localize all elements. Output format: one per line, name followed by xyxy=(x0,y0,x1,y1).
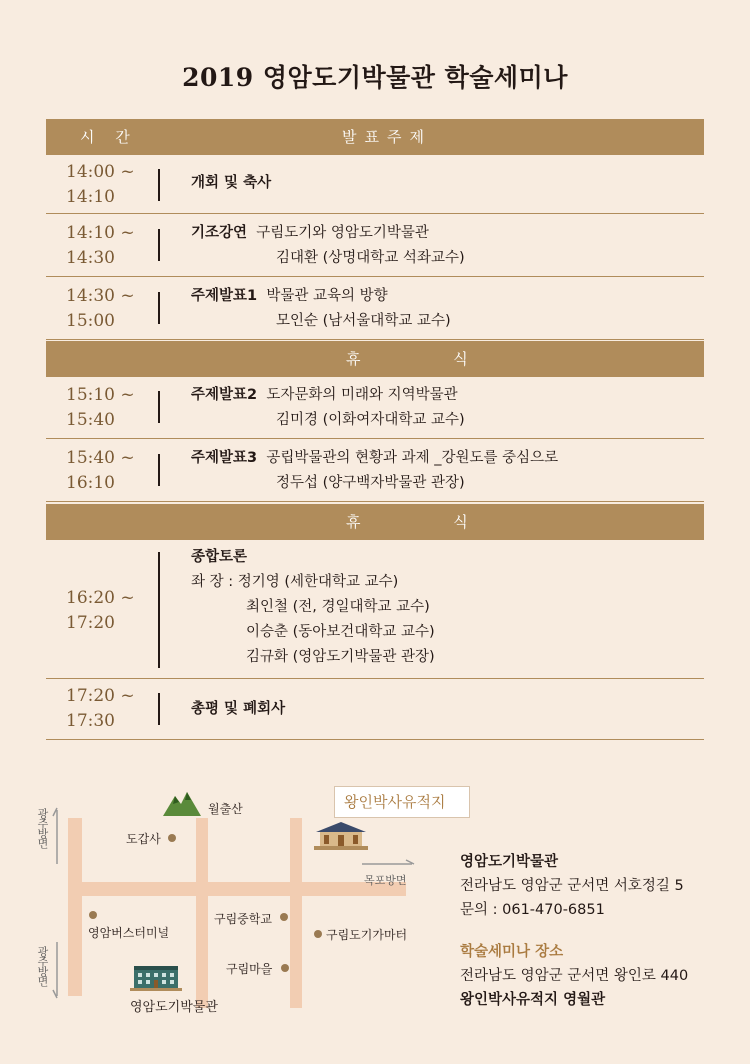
direction-label: 목포방면 xyxy=(364,874,407,887)
museum-phone: 문의 : 061-470-6851 xyxy=(460,902,605,918)
time-start: 15:40 ~ xyxy=(66,448,135,468)
schedule-header xyxy=(46,119,704,155)
break-bar xyxy=(46,341,704,377)
time-start: 14:10 ~ xyxy=(66,223,135,243)
venue-info xyxy=(460,940,688,1012)
divider xyxy=(158,552,160,668)
landmark-label: 영암도기박물관 xyxy=(130,1000,218,1015)
schedule-row xyxy=(46,540,704,679)
schedule-row xyxy=(46,377,704,439)
divider xyxy=(158,454,160,486)
header-time: 시 간 xyxy=(80,128,138,146)
building-icon xyxy=(312,820,370,852)
location-map xyxy=(0,760,750,1064)
session-type: 주제발표1 xyxy=(191,288,258,304)
divider xyxy=(158,391,160,423)
venue-tag-label: 왕인박사유적지 xyxy=(344,793,446,811)
session-type: 주제발표3 xyxy=(191,450,258,466)
time-end: 14:30 xyxy=(66,248,115,268)
time-start: 14:00 ~ xyxy=(66,162,135,182)
time-end: 14:10 xyxy=(66,187,115,207)
venue-address: 전라남도 영암군 군서면 왕인로 440 xyxy=(460,968,689,984)
session-topic: 구림도기와 영암도기박물관 xyxy=(256,225,429,241)
museum-info xyxy=(460,850,684,922)
page-title: 2019 영암도기박물관 학술세미나 xyxy=(182,63,568,92)
panelist: 김규화 (영암도기박물관 관장) xyxy=(246,649,435,665)
museum-building-icon xyxy=(130,962,182,992)
schedule-row xyxy=(46,277,704,340)
museum-name: 영암도기박물관 xyxy=(460,854,559,870)
schedule-row xyxy=(46,679,704,740)
session-topic: 공립박물관의 현황과 과제 _강원도를 중심으로 xyxy=(266,450,559,466)
location-dot xyxy=(168,834,176,842)
road xyxy=(68,818,82,996)
schedule-row xyxy=(46,439,704,502)
time-start: 17:20 ~ xyxy=(66,686,135,706)
location-dot xyxy=(281,964,289,972)
session-type: 종합토론 xyxy=(191,549,248,565)
time-start: 15:10 ~ xyxy=(66,385,135,405)
break-label: 휴 식 xyxy=(346,513,512,531)
time-end: 17:30 xyxy=(66,711,115,731)
road xyxy=(68,882,406,896)
road xyxy=(290,818,302,1008)
landmark-label: 영암버스터미널 xyxy=(88,926,170,940)
speaker: 정두섭 (양구백자박물관 관장) xyxy=(276,475,465,491)
schedule-row xyxy=(46,214,704,277)
time-start: 16:20 ~ xyxy=(66,588,135,608)
road xyxy=(196,818,208,1008)
time-end: 17:20 xyxy=(66,613,115,633)
speaker: 김대환 (상명대학교 석좌교수) xyxy=(276,250,465,266)
location-dot xyxy=(280,913,288,921)
schedule-row xyxy=(46,155,704,214)
speaker: 김미경 (이화여자대학교 교수) xyxy=(276,412,465,428)
panelist: 최인철 (전, 경일대학교 교수) xyxy=(246,599,430,615)
landmark-label: 구림중학교 xyxy=(214,912,272,926)
time-end: 15:40 xyxy=(66,410,115,430)
venue-name: 왕인박사유적지 영월관 xyxy=(460,992,606,1008)
arrow-right-icon xyxy=(360,858,416,870)
session-type: 기조강연 xyxy=(191,225,248,241)
direction-label: 광주방면 xyxy=(36,808,49,848)
direction-label: 광주방면 xyxy=(36,946,49,986)
landmark-label: 구림도기가마터 xyxy=(326,928,408,942)
session-title: 개회 및 축사 xyxy=(191,175,272,191)
museum-address: 전라남도 영암군 군서면 서호정길 5 xyxy=(460,878,684,894)
moderator: 좌 장 : 정기영 (세한대학교 교수) xyxy=(191,574,399,590)
arrow-down-icon xyxy=(51,940,63,1000)
mountain-icon xyxy=(163,792,201,816)
time-start: 14:30 ~ xyxy=(66,286,135,306)
venue-title: 학술세미나 장소 xyxy=(460,944,564,960)
panelist: 이승춘 (동아보건대학교 교수) xyxy=(246,624,435,640)
time-end: 15:00 xyxy=(66,311,115,331)
landmark-label: 도갑사 xyxy=(126,832,161,846)
time-end: 16:10 xyxy=(66,473,115,493)
divider xyxy=(158,693,160,725)
divider xyxy=(158,229,160,261)
break-label: 휴 식 xyxy=(346,350,512,368)
landmark-label: 구림마을 xyxy=(226,962,273,976)
speaker: 모인순 (남서울대학교 교수) xyxy=(276,313,451,329)
location-dot xyxy=(89,911,97,919)
session-topic: 박물관 교육의 방향 xyxy=(266,288,388,304)
location-dot xyxy=(314,930,322,938)
session-title: 총평 및 폐회사 xyxy=(191,701,286,717)
divider xyxy=(158,169,160,201)
arrow-up-icon xyxy=(51,806,63,866)
break-bar xyxy=(46,504,704,540)
session-topic: 도자문화의 미래와 지역박물관 xyxy=(266,387,458,403)
header-topic: 발표주제 xyxy=(342,128,432,146)
divider xyxy=(158,292,160,324)
landmark-label: 월출산 xyxy=(208,802,243,816)
session-type: 주제발표2 xyxy=(191,387,258,403)
